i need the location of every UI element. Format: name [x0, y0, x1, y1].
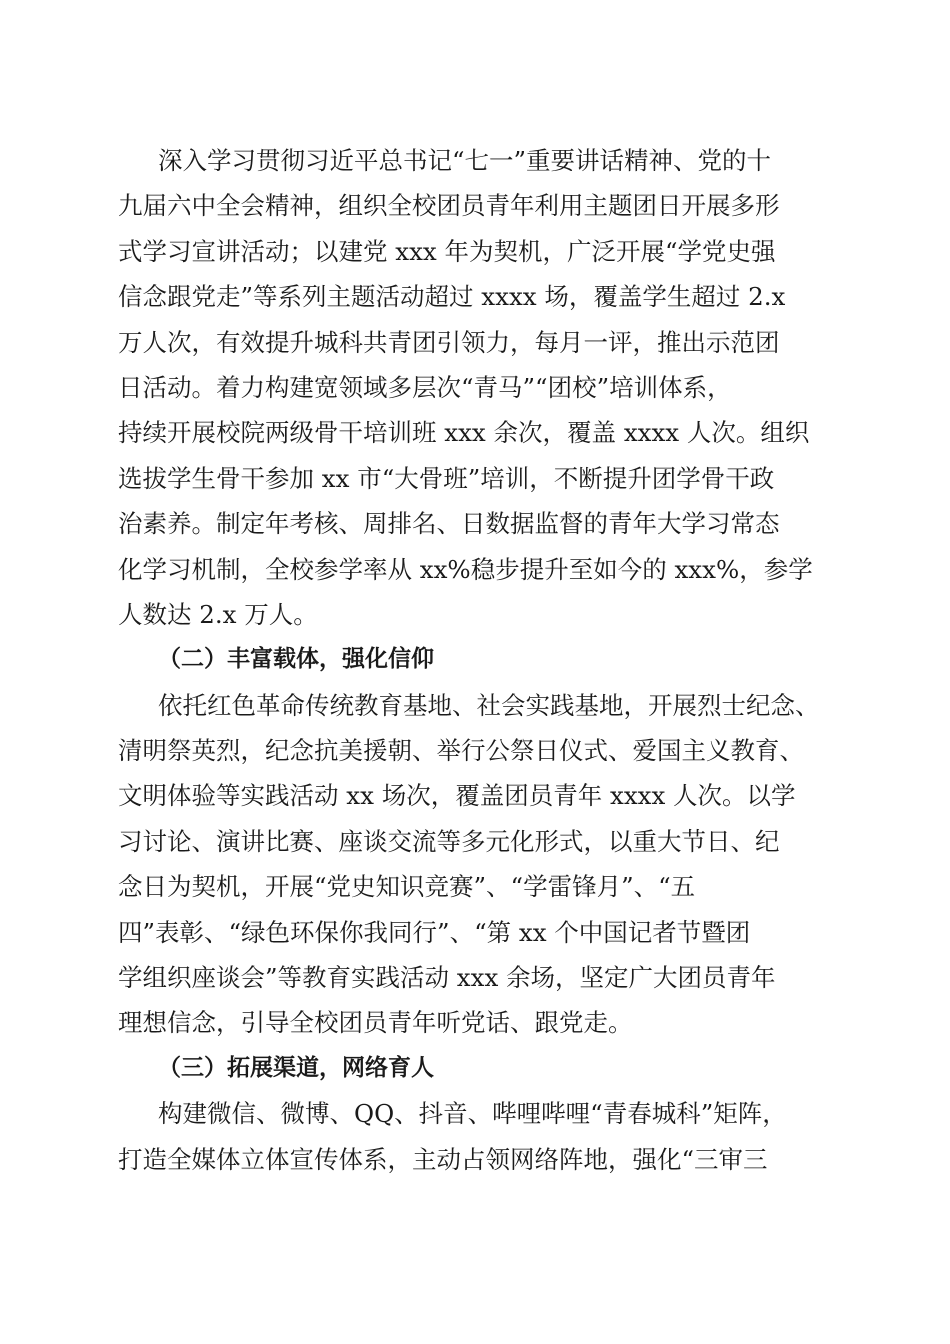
- text-line: 打造全媒体立体宣传体系，主动占领网络阵地，强化“三审三: [118, 1144, 768, 1174]
- text-line: 日活动。着力构建宽领域多层次“青马”“团校”培训体系，: [118, 372, 732, 402]
- paragraph-online-education: [118, 1091, 838, 1182]
- text-line: 构建微信、微博、QQ、抖音、哔哩哔哩“青春城科”矩阵，: [158, 1099, 787, 1129]
- text-line: 清明祭英烈，纪念抗美援朝、举行公祭日仪式、爱国主义教育、: [118, 736, 804, 766]
- section-heading-3: （三）拓展渠道，网络育人: [158, 1054, 434, 1081]
- text-line: 依托红色革命传统教育基地、社会实践基地，开展烈士纪念、: [158, 690, 820, 720]
- text-line: 式学习宣讲活动；以建党 xxx 年为契机，广泛开展“学党史强: [118, 236, 776, 266]
- text-line: 人数达 2.x 万人。: [118, 599, 318, 629]
- text-line: 持续开展校院两级骨干培训班 xxx 余次，覆盖 xxxx 人次。组织: [118, 418, 810, 448]
- paragraph-practice-activities: [118, 683, 838, 1046]
- text-line: 习讨论、演讲比赛、座谈交流等多元化形式，以重大节日、纪: [118, 826, 780, 856]
- paragraph-ideological-study: [118, 138, 838, 637]
- text-line: 学组织座谈会”等教育实践活动 xxx 余场，坚定广大团员青年: [118, 963, 776, 993]
- text-line: 万人次，有效提升城科共青团引领力，每月一评，推出示范团: [118, 327, 780, 357]
- text-line: 文明体验等实践活动 xx 场次，覆盖团员青年 xxxx 人次。以学: [118, 781, 796, 811]
- text-line: 深入学习贯彻习近平总书记“七一”重要讲话精神、党的十: [158, 146, 772, 175]
- text-line: 信念跟党走”等系列主题活动超过 xxxx 场，覆盖学生超过 2.x: [118, 282, 786, 312]
- text-line: 四”表彰、“绿色环保你我同行”、“第 xx 个中国记者节暨团: [118, 917, 751, 947]
- text-line: 选拔学生骨干参加 xx 市“大骨班”培训，不断提升团学骨干政: [118, 463, 775, 493]
- text-line: 治素养。制定年考核、周排名、日数据监督的青年大学习常态: [118, 509, 780, 539]
- section-heading-2: （二）丰富载体，强化信仰: [158, 646, 434, 673]
- document-body: [118, 138, 838, 1182]
- text-line: 化学习机制，全校参学率从 xx%稳步提升至如今的 xxx%，参学: [118, 554, 813, 584]
- text-line: 理想信念，引导全校团员青年听党话、跟党走。: [118, 1008, 633, 1038]
- text-line: 念日为契机，开展“党史知识竞赛”、“学雷锋月”、“五: [118, 872, 696, 902]
- text-line: 九届六中全会精神，组织全校团员青年利用主题团日开展多形: [118, 191, 780, 221]
